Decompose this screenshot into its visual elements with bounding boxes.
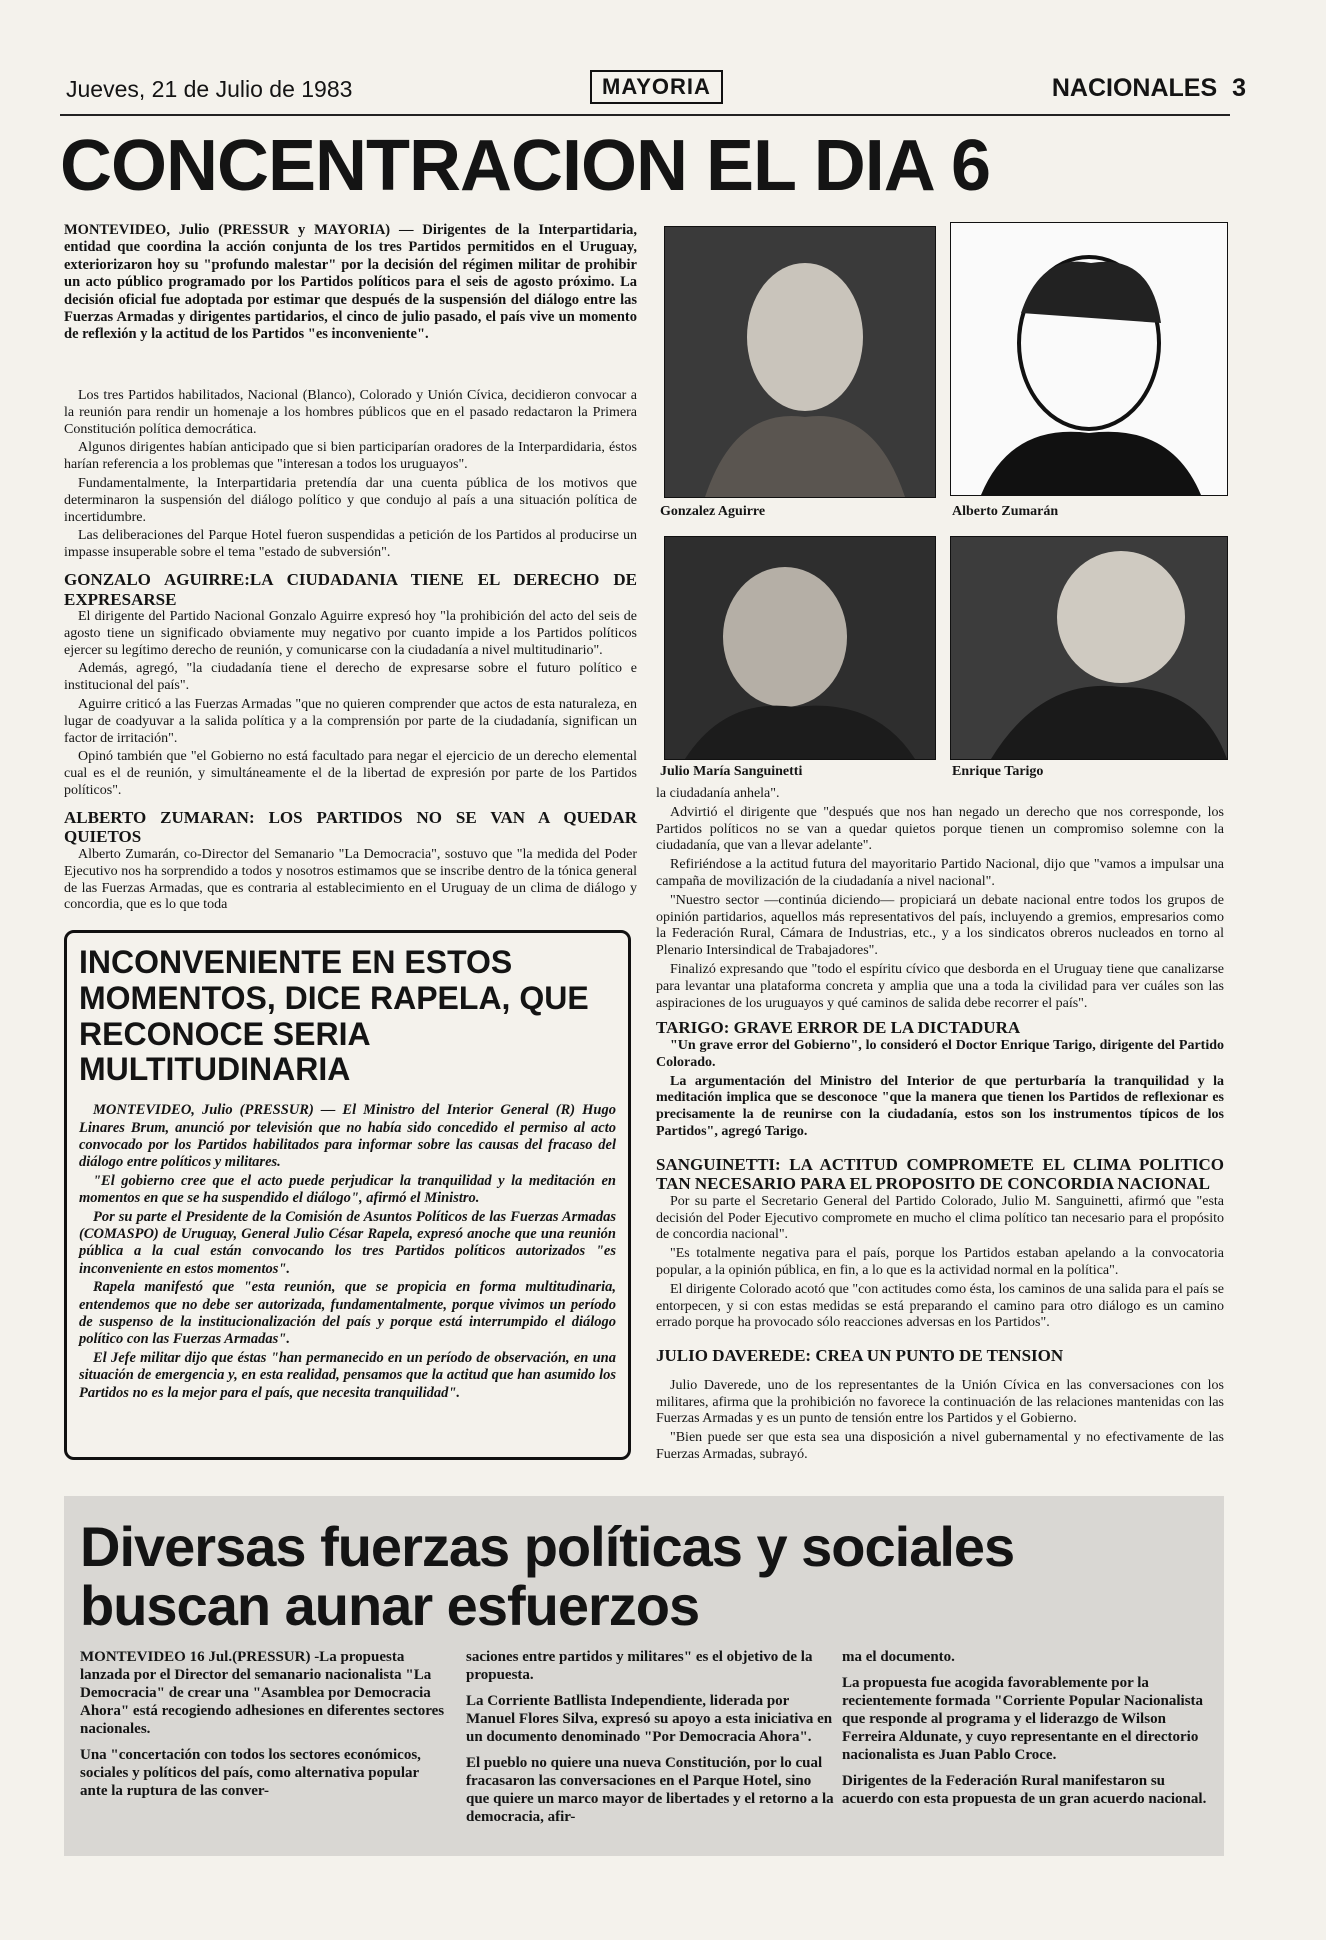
boxed-story-title: INCONVENIENTE EN ESTOS MOMENTOS, DICE RAPELA, QUE RECONOCE SERIA MULTITUDINARIA: [79, 944, 589, 1088]
boxed-story: [64, 930, 631, 1460]
lead-paragraph: MONTEVIDEO, Julio (PRESSUR y MAYORIA) — Dirigentes de la Interpartidaria, entidad que coordina la acción conjunta de los tres Partidos permitidos en el Uruguay, exteriorizaron hoy su "profundo malestar" por la decisión del régimen militar de prohibir un acto público programado por los Partidos políticos para el seis de agosto próximo. La decisión oficial fue adoptada por estimar que después de la suspensión del diálogo entre las Fuerzas Armadas y dirigentes partidarios, el cinco de julio pasado, el país vive un momento de reflexión y la actitud de los Partidos "es inconveniente".: [64, 222, 637, 343]
photo-caption: Gonzalez Aguirre: [660, 504, 766, 519]
body-paragraph: La argumentación del Ministro del Interior de que perturbaría la tranquilidad y la meditación implica que se desconoce "que la manera que tienen los Partidos de reflexionar es precisamente la de reunirse con la ciudadanía, estos son los instrumentos típicos de los Partidos", agregó Tarigo.: [656, 1073, 1224, 1139]
body-paragraph: La propuesta fue acogida favorablemente por la recientemente formada "Corriente Popular Nacionalista que responde al programa y el liderazgo de Wilson Ferreira Aldunate, y cuyo representante en el directorio nacionalista es Juan Pablo Croce.: [842, 1675, 1204, 1763]
body-paragraph: Finalizó expresando que "todo el espíritu cívico que desborda en el Uruguay tiene que canalizarse para levantar una plataforma concreta y amplia que una a toda la civilidad para ver cuáles son las aspiraciones de los uruguayos y qué caminos de salida debe recorrer el país".: [656, 961, 1224, 1011]
body-paragraph: "Nuestro sector —continúa diciendo— propiciará un debate nacional entre todos los grupos de opinión partidarios, aquellos más representativos del país, incluyendo a gremios, empresarios como la Federación Rural, Cámara de Industrias, etc., y a los sindicatos obreros nucleados en torno al Plenario Intersindical de Trabajadores".: [656, 892, 1224, 959]
issue-date: Jueves, 21 de Julio de 1983: [66, 76, 353, 102]
photo-enrique-tarigo: [950, 536, 1228, 760]
body-paragraph: Aguirre criticó a las Fuerzas Armadas "que no quieren comprender que actos de esta naturaleza, en lugar de coadyuvar a la salida política y a la comprensión por parte de la ciudadanía, significan un factor de irritación".: [64, 697, 637, 746]
bottom-story-column: [466, 1648, 836, 1834]
bottom-story-column: [80, 1648, 450, 1808]
bottom-story-title: Diversas fuerzas políticas y sociales buscan aunar esfuerzos: [80, 1515, 1015, 1637]
body-paragraph: Rapela manifestó que "esta reunión, que se propicia en forma multitudinaria, entendemos que no debe ser autorizada, fundamentalmente, porque vivimos un período de suspenso de la institucionalización del país y porque está interrumpido el diálogo político con las Fuerzas Armadas".: [79, 1279, 616, 1348]
body-paragraph: Fundamentalmente, la Interpartidaria pretendía dar una cuenta pública de los motivos que determinaron la suspensión del diálogo político y que condujo al país a una situación política de incertidumbre.: [64, 475, 637, 525]
body-paragraph: El Jefe militar dijo que éstas "han permanecido en un período de observación, en una situación de emergencia y, en esta realidad, pensamos que la actitud que han asumido los Partidos no es la mejor para el país, que necesita tranquilidad".: [79, 1349, 616, 1401]
body-paragraph: MONTEVIDEO 16 Jul.(PRESSUR) -La propuesta lanzada por el Director del semanario nacionalista "La Democracia" de crear una "Asamblea por Democracia Ahora" está recogiendo adhesiones en diferentes sectores nacionales.: [80, 1649, 445, 1737]
portrait-image: [665, 537, 935, 759]
body-paragraph: Opinó también que "el Gobierno no está facultado para negar el ejercicio de un derecho elemental cual es el de reunión, y simultáneamente el de la libertad de expresión por parte de los Partidos políticos".: [64, 749, 637, 799]
body-paragraph: Por su parte el Presidente de la Comisión de Asuntos Políticos de las Fuerzas Armadas (COMASPO) de Uruguay, General Julio César Rapela, expresó anoche que una reunión pública a la cual están convocando los tres Partidos políticos autorizados "es inconveniente en estos momentos".: [79, 1208, 616, 1277]
bottom-story-column: [842, 1648, 1212, 1816]
body-paragraph: Julio Daverede, uno de los representantes de la Unión Cívica en las conversaciones con los militares, afirma que la prohibición no favorece la continuación de las relaciones mantenidas con las Fuerzas Armadas y es un punto de tensión entre los Partidos y el Gobierno.: [656, 1377, 1224, 1427]
body-paragraph: Algunos dirigentes habían anticipado que si bien participarían oradores de la Interpardidaria, éstos harían referencia a los problemas que "interesan a todos los uruguayos".: [64, 440, 637, 473]
header-rule: [60, 114, 1230, 116]
zumaran-heading: ALBERTO ZUMARAN: LOS PARTIDOS NO SE VAN A QUEDAR QUIETOS: [64, 807, 637, 847]
boxed-story-body: [79, 1102, 616, 1402]
body-paragraph: saciones entre partidos y militares" es el objetivo de la propuesta.: [466, 1649, 813, 1683]
article-body: [64, 388, 637, 916]
body-paragraph: Por su parte el Secretario General del Partido Colorado, Julio M. Sanguinetti, afirmó que "esta decisión del Poder Ejecutivo compromete en mucho el clima político tan necesario para el propósito de concordia nacional".: [656, 1193, 1224, 1243]
body-paragraph: Dirigentes de la Federación Rural manifestaron su acuerdo con esta propuesta de un gran acuerdo nacional.: [842, 1773, 1207, 1807]
photo-gonzalez-aguirre: [664, 226, 936, 498]
body-paragraph: Advirtió el dirigente que "después que nos han negado un derecho que nos corresponde, los Partidos políticos no se van a quedar quietos porque tienen un compromiso solemne con la ciudadanía, que van a llevar adelante".: [656, 804, 1224, 854]
body-paragraph: El dirigente Colorado acotó que "con actitudes como ésta, los caminos de una salida para el país se entorpecen, y si con estas medidas se está preparando el camino para otro diálogo es un camino errado porque ha provocado sólo reacciones adversas en los Partidos".: [656, 1281, 1224, 1331]
body-paragraph: "Bien puede ser que esta sea una disposición a nivel gubernamental y no efectivamente de las Fuerzas Armadas, subrayó.: [656, 1430, 1224, 1462]
body-paragraph: Refiriéndose a la actitud futura del mayoritario Partido Nacional, dijo que "vamos a impulsar una campaña de movilización de la ciudadanía a nivel nacional".: [656, 857, 1224, 889]
daverede-heading: JULIO DAVEREDE: CREA UN PUNTO DE TENSION: [656, 1346, 1064, 1366]
body-paragraph: Alberto Zumarán, co-Director del Semanario "La Democracia", sostuvo que "la medida del Poder Ejecutivo nos ha sorprendido a todos y nosotros estimamos que se inscribe dentro de la tónica general de las Fuerzas Armadas, que es contraria al establecimiento en el Uruguay de un clima de diálogo y concordia, que es lo que toda: [64, 846, 637, 913]
photo-alberto-zumaran: [950, 222, 1228, 496]
body-paragraph: la ciudadanía anhela".: [656, 786, 780, 801]
body-paragraph: "Un grave error del Gobierno", lo consideró el Doctor Enrique Tarigo, dirigente del Partido Colorado.: [656, 1037, 1224, 1070]
photo-caption: Enrique Tarigo: [952, 764, 1044, 779]
portrait-image: [665, 227, 935, 497]
body-paragraph: La Corriente Batllista Independiente, liderada por Manuel Flores Silva, expresó su apoyo a esta iniciativa en un documento denominado "Por Democracia Ahora".: [466, 1693, 833, 1745]
right-column-text: [656, 786, 1224, 1466]
photo-julio-maria-sanguinetti: [664, 536, 936, 760]
body-paragraph: El dirigente del Partido Nacional Gonzalo Aguirre expresó hoy "la prohibición del acto del seis de agosto tiene un significado obviamente muy negativo por cuanto impide a los Partidos políticos ejercer su legítimo derecho de reunión, y comunicarse con la ciudadanía a nivel multitudinario".: [64, 609, 637, 658]
body-paragraph: Además, agregó, "la ciudadanía tiene el derecho de expresarse sobre el futuro político e institucional del país".: [64, 661, 637, 694]
body-paragraph: "Es totalmente negativa para el país, porque los Partidos estaban apelando a la convocatoria popular, a la opinión pública, en fin, a lo que es la actividad normal en la política".: [656, 1246, 1224, 1278]
body-paragraph: El pueblo no quiere una nueva Constitución, por lo cual fracasaron las conversaciones en el Parque Hotel, sino que quiere un marco mayor de libertades y el retorno a la democracia, afir-: [466, 1755, 834, 1825]
body-paragraph: "El gobierno cree que el acto puede perjudicar la tranquilidad y la meditación en momentos en que se ha suspendido el diálogo", afirmó el Ministro.: [79, 1172, 616, 1207]
photo-caption: Julio María Sanguinetti: [660, 764, 803, 779]
body-paragraph: ma el documento.: [842, 1649, 955, 1665]
page-number: 3: [1232, 74, 1246, 102]
body-paragraph: Las deliberaciones del Parque Hotel fueron suspendidas a petición de los Partidos al producirse un impasse insuperable sobre el tema "estado de subversión".: [64, 528, 637, 561]
body-paragraph: Los tres Partidos habilitados, Nacional (Blanco), Colorado y Unión Cívica, decidieron convocar a la reunión para rendir un homenaje a los hombres públicos que en el pasado redactaron la Primera Constitución política democrática.: [64, 388, 637, 437]
portrait-image: [951, 537, 1227, 759]
aguirre-heading: GONZALO AGUIRRE:LA CIUDADANIA TIENE EL DERECHO DE EXPRESARSE: [64, 569, 637, 609]
section-name: NACIONALES: [1051, 74, 1218, 102]
section-header: [1052, 74, 1246, 103]
newspaper-logo: MAYORIA: [590, 70, 723, 104]
tarigo-heading: TARIGO: GRAVE ERROR DE LA DICTADURA: [656, 1018, 1021, 1038]
main-headline: CONCENTRACION EL DIA 6: [60, 126, 991, 206]
sanguinetti-heading: SANGUINETTI: LA ACTITUD COMPROMETE EL CLIMA POLITICO TAN NECESARIO PARA EL PROPOSITO DE CONCORDIA NACIONAL: [656, 1154, 1224, 1194]
caricature-image: [951, 223, 1227, 495]
photo-caption: Alberto Zumarán: [952, 504, 1059, 519]
body-paragraph: Una "concertación con todos los sectores económicos, sociales y políticos del país, como alternativa popular ante la ruptura de las conver-: [80, 1747, 421, 1799]
body-paragraph: MONTEVIDEO, Julio (PRESSUR) — El Ministro del Interior General (R) Hugo Linares Brum, anunció por televisión que no había sido concedido el permiso al acto convocado por los Partidos habilitados para informar sobre las causas del fracaso del diálogo entre políticos y militares.: [79, 1102, 616, 1171]
